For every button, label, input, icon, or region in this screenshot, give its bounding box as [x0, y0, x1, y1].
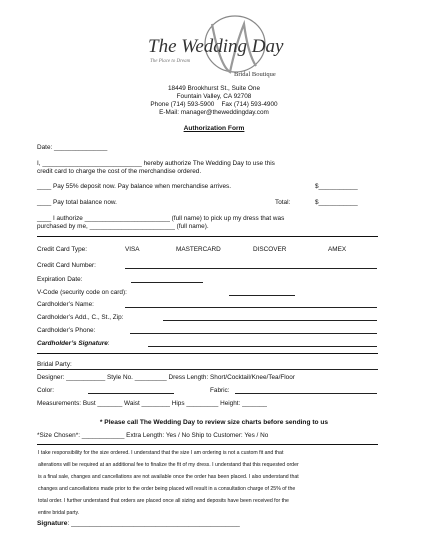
terms-fine-print: [38, 447, 398, 520]
cardholder-phone-label: Cardholder’s Phone:: [37, 327, 96, 334]
size-chosen-line[interactable]: *Size Chosen*: ____________ Extra Length: Yes / No Ship to Customer: Yes / No: [37, 432, 269, 439]
cardholder-name-label: Cardholder’s Name:: [37, 301, 94, 308]
card-type-discover[interactable]: DISCOVER: [253, 246, 287, 253]
fabric-field[interactable]: [235, 393, 377, 394]
bridal-party-field[interactable]: [37, 369, 378, 370]
terms-line: total order. I further understand that orders are placed once all sizing and deposits have been received for the: [38, 498, 289, 505]
card-type-amex[interactable]: AMEX: [328, 246, 347, 253]
cardholder-address-field[interactable]: [163, 320, 377, 321]
total-amount-field[interactable]: $___________: [315, 199, 358, 206]
address-line-1: 18449 Brookhurst St., Suite One: [167, 85, 260, 92]
expiration-label: Expiration Date:: [37, 276, 83, 283]
date-field[interactable]: Date: _______________: [37, 144, 108, 151]
terms-line: entire bridal party.: [38, 510, 80, 517]
measurements-line[interactable]: Measurements: Bust _______ Waist ________ Hips _________ Height: _______: [37, 400, 267, 407]
bridal-party-label: Bridal Party:: [37, 361, 72, 368]
cardholder-name-field[interactable]: [125, 307, 377, 308]
total-option[interactable]: ____ Pay total balance now.: [37, 199, 117, 206]
section-divider: [37, 236, 378, 237]
vcode-field[interactable]: [229, 295, 295, 296]
card-number-label: Credit Card Number:: [37, 262, 96, 269]
wedding-day-logo: [140, 14, 290, 82]
signature-field[interactable]: : ______________________________________________: [67, 520, 240, 527]
pickup-authorization-line-2[interactable]: purchased by me, ________________________ (full name).: [37, 223, 209, 230]
pickup-authorization-line-1[interactable]: ____ I authorize ________________________ (full name) to pick up my dress that was: [37, 215, 285, 222]
deposit-option[interactable]: ____ Pay 55% deposit now. Pay balance when merchandise arrives.: [37, 183, 231, 190]
authorize-line-1[interactable]: I, ____________________________ hereby authorize The Wedding Day to use this: [37, 160, 275, 167]
terms-line: alterations will be required at an additional fee to finalize the fit of my dress. I understand that this requested order: [38, 462, 299, 469]
fabric-label: Fabric:: [210, 387, 230, 394]
terms-line: changes and cancellations made prior to the order being placed will result in a consultation charge of 25% of the: [38, 486, 296, 493]
terms-line: is a final sale, changes and cancellations are not available once the order has been placed. I also understand that: [38, 474, 299, 481]
signature-line[interactable]: [37, 520, 240, 527]
color-field[interactable]: [88, 393, 174, 394]
cardholder-signature-colon: :: [107, 340, 110, 347]
total-label: Total:: [275, 199, 291, 206]
email-line: E-Mail: manager@theweddingday.com: [159, 109, 269, 116]
cardholder-signature-label: [37, 340, 110, 347]
cardholder-signature-field[interactable]: [148, 346, 377, 347]
card-type-visa[interactable]: VISA: [125, 246, 140, 253]
designer-style-line[interactable]: Designer: ___________ Style No. _________ Dress Length: Short/Cocktail/Knee/Tea/Floor: [37, 374, 295, 381]
notice-divider: [37, 444, 378, 445]
color-label: Color:: [37, 387, 55, 394]
authorize-line-2: credit card to charge the cost of the merchandise ordered.: [37, 168, 202, 175]
fax-number: Fax (714) 593-4900: [221, 101, 278, 108]
card-type-mastercard[interactable]: MASTERCARD: [176, 246, 221, 253]
form-title: Authorization Form: [183, 125, 245, 132]
section-divider-2: [37, 353, 378, 354]
card-type-label: Credit Card Type:: [37, 246, 87, 253]
expiration-field[interactable]: [131, 282, 203, 283]
cardholder-address-label: Cardholder’s Add., C., St., Zip:: [37, 314, 124, 321]
signature-label: Signature: [37, 520, 68, 527]
terms-line: I take responsibility for the size ordered. I understand that the size I am ordering is not a custom fit and that: [38, 450, 284, 456]
cardholder-phone-field[interactable]: [130, 333, 377, 334]
size-chart-notice: * Please call The Wedding Day to review size charts before sending to us: [99, 419, 329, 426]
deposit-amount-field[interactable]: $___________: [315, 183, 358, 190]
svg-text:The Wedding Day: The Wedding Day: [148, 36, 284, 57]
cardholder-signature-text: Cardholder’s Signature: [37, 340, 108, 347]
vcode-label: V-Code (security code on card):: [37, 289, 127, 296]
phone-number: Phone (714) 593-5900: [150, 101, 215, 108]
card-number-field[interactable]: [125, 268, 377, 269]
svg-text:Bridal Boutique: Bridal Boutique: [234, 71, 276, 78]
address-line-2: Fountain Valley, CA 92708: [176, 93, 252, 100]
svg-text:The Place to Dream: The Place to Dream: [150, 59, 191, 64]
